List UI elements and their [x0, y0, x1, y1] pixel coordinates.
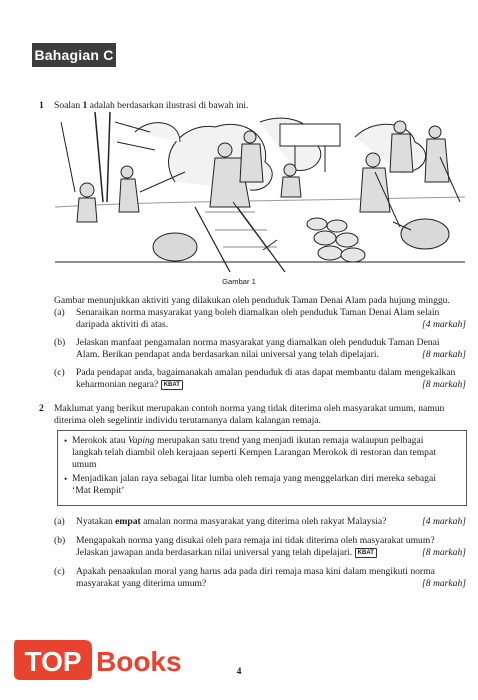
question-1b-marks: [8 markah]	[422, 349, 466, 360]
question-2-number: 2	[39, 403, 44, 414]
community-cleanup-illustration	[55, 112, 465, 272]
question-1a-marks: [4 markah]	[422, 319, 466, 330]
question-2c-label: (c)	[54, 566, 65, 577]
info-item-1-line-1: Merokok atau Vaping merupakan satu trend yang menjadi ikutan remaja walaupun pelbagai	[72, 435, 424, 446]
kbat-badge: KBAT	[161, 380, 183, 390]
bullet-icon: •	[64, 436, 68, 446]
question-2c-line-1: Apakah penaakulan moral yang harus ada pada diri remaja masa kini dalam mengikuti norma	[76, 566, 435, 577]
question-2b-line-2-text: Jelaskan jawapan anda berdasarkan nilai universal yang telah dipelajari.	[76, 547, 353, 558]
question-1c-label: (c)	[54, 367, 65, 378]
question-2b-line-1: Mengapakah norma yang disukai oleh para remaja ini tidak diterima oleh masyarakat umum?	[76, 535, 435, 546]
question-1-stem: Gambar menunjukkan aktiviti yang dilakukan oleh penduduk Taman Denai Alam pada hujung minggu.	[54, 295, 450, 306]
question-1c-marks: [8 markah]	[422, 379, 466, 390]
kbat-badge: KBAT	[355, 548, 377, 558]
question-2a-line-1: Nyatakan empat amalan norma masyarakat yang diterima oleh rakyat Malaysia?	[76, 516, 387, 527]
info-item-2-line-2: ‘Mat Rempit’	[72, 485, 125, 496]
question-1a-line-2: daripada aktiviti di atas.	[76, 319, 169, 330]
watermark-books-text: Books	[96, 646, 182, 677]
question-1a-line-1: Senaraikan norma masyarakat yang boleh diamalkan oleh penduduk Taman Denai Alam selain	[76, 307, 440, 318]
question-1c-line-2-text: keharmonian negara?	[76, 379, 159, 390]
info-box	[57, 430, 467, 506]
question-2b-line-2	[76, 547, 377, 559]
info-item-2-line-1: Menjadikan jalan raya sebagai litar lumba oleh remaja yang menggelarkan diri mereka sebagai	[72, 473, 436, 484]
question-2-stem-line-1: Maklumat yang berikut merupakan contoh norma yang tidak diterima oleh masyarakat umum, namun	[54, 403, 445, 414]
info-item-1-line-2: langkah telah diambil oleh kerajaan seperti Kempen Larangan Merokok di restoran dan tempat	[72, 447, 436, 458]
watermark-top-text: TOP	[24, 646, 82, 677]
question-2-stem-line-2: diterima oleh segelintir individu terutamanya dalam kalangan remaja.	[54, 415, 321, 426]
question-2c-marks: [8 markah]	[422, 578, 466, 589]
info-item-1-line-3: umum	[72, 459, 97, 470]
page-number: 4	[236, 666, 242, 677]
question-1b-line-1: Jelaskan manfaat pengamalan norma masyarakat yang diamalkan oleh penduduk Taman Denai	[76, 337, 440, 348]
question-1a-label: (a)	[54, 307, 65, 318]
question-1-number: 1	[39, 100, 44, 111]
question-1c-line-1: Pada pendapat anda, bagaimanakah amalan penduduk di atas dapat membantu dalam mengekalkan	[76, 367, 456, 378]
question-1c-line-2	[76, 379, 183, 391]
figure-caption: Gambar 1	[222, 277, 256, 286]
question-2b-label: (b)	[54, 535, 66, 546]
question-1b-line-2: Alam. Berikan pendapat anda berdasarkan nilai universal yang telah dipelajari.	[76, 349, 379, 360]
question-1-intro: Soalan 1 adalah berdasarkan ilustrasi di bawah ini.	[54, 100, 249, 111]
question-1b-label: (b)	[54, 337, 66, 348]
section-title: Bahagian C	[32, 43, 116, 67]
bullet-icon: •	[64, 474, 68, 484]
question-2b-marks: [8 markah]	[422, 547, 466, 558]
question-2a-label: (a)	[54, 516, 65, 527]
question-2a-marks: [4 markah]	[422, 516, 466, 527]
question-2c-line-2: masyarakat yang diterima umum?	[76, 578, 207, 589]
